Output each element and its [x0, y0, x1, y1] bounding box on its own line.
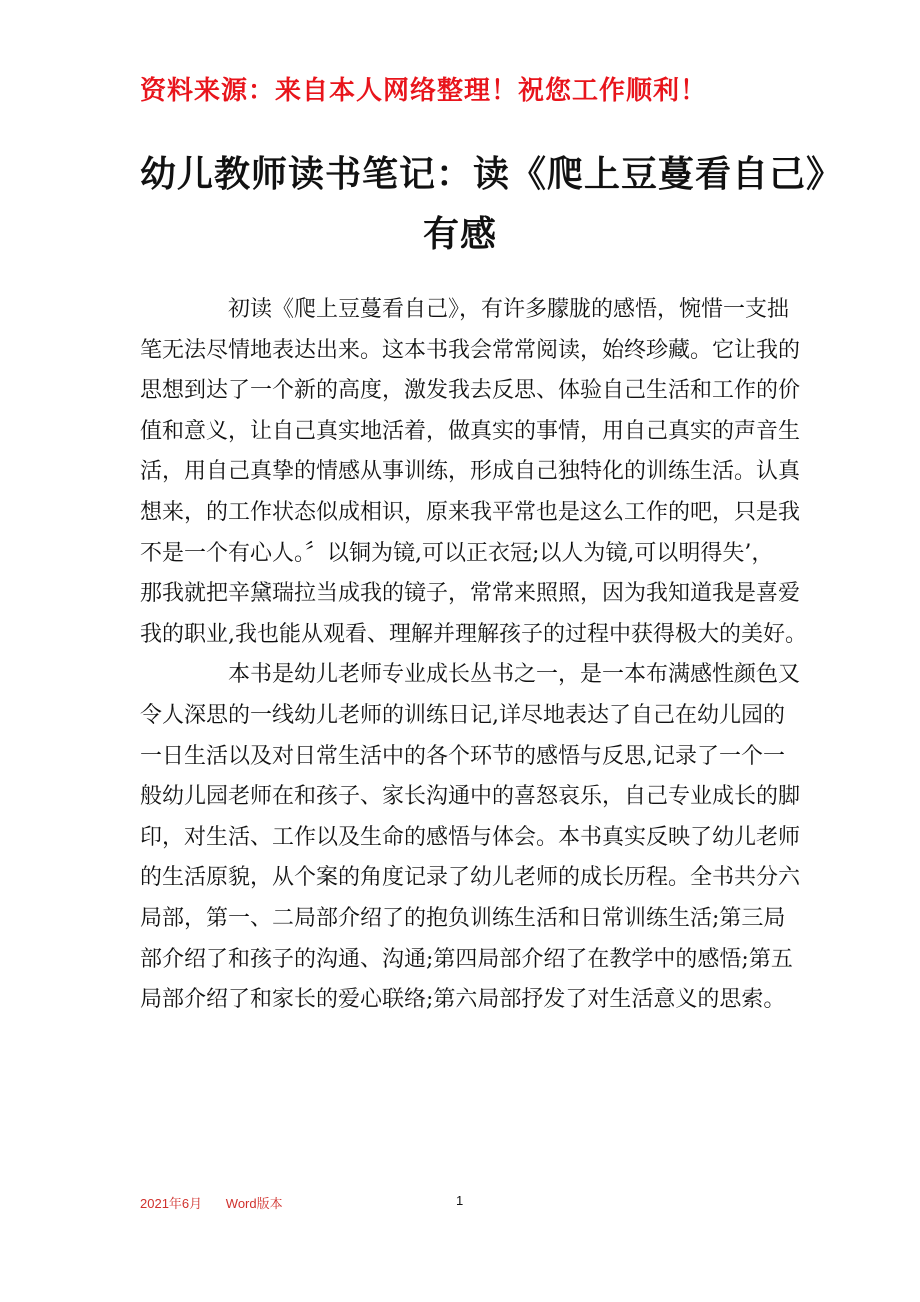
page-number: 1: [456, 1193, 464, 1208]
paragraph-line: 我的职业,我也能从观看、理解并理解孩子的过程中获得极大的美好。: [140, 621, 807, 647]
document-title: [140, 145, 844, 265]
paragraph: [140, 290, 807, 655]
paragraph-line: 印，对生活、工作以及生命的感悟与体会。本书真实反映了幼儿老师: [140, 824, 801, 850]
paragraph-line: 不是一个有心人。〞以铜为镜,可以正衣冠;以人为镜,可以明得失’，: [140, 540, 774, 566]
paragraph-line: 局部介绍了和家长的爱心联络;第六局部抒发了对生活意义的思索。: [140, 987, 786, 1013]
paragraph-line: 笔无法尽情地表达出来。这本书我会常常阅读，始终珍藏。它让我的: [140, 337, 801, 363]
paragraph: [140, 655, 801, 1020]
footer-version: Word版本: [225, 1196, 283, 1211]
paragraph-line: 活，用自己真挚的情感从事训练，形成自己独特化的训练生活。认真: [140, 459, 801, 485]
paragraph-line: 值和意义，让自己真实地活着，做真实的事情，用自己真实的声音生: [140, 418, 801, 444]
paragraph-line: 般幼儿园老师在和孩子、家长沟通中的喜怒哀乐，自己专业成长的脚: [140, 784, 801, 810]
footer-info: [140, 1193, 283, 1212]
paragraph-line: 的生活原貌，从个案的角度记录了幼儿老师的成长历程。全书共分六: [140, 865, 801, 891]
document-body: [140, 290, 807, 1021]
paragraph-line: 初读《爬上豆蔓看自己》，有许多朦胧的感悟，惋惜一支拙: [228, 297, 790, 322]
paragraph-line: 那我就把辛黛瑞拉当成我的镜子，常常来照照，因为我知道我是喜爱: [140, 581, 801, 607]
source-note: 资料来源：来自本人网络整理！祝您工作顺利！: [140, 76, 708, 106]
title-line: 幼儿教师读书笔记：读《爬上豆蔓看自己》: [140, 154, 844, 195]
paragraph-line: 本书是幼儿老师专业成长丛书之一，是一本布满感性颜色又: [228, 662, 801, 688]
paragraph-line: 思想到达了一个新的高度，激发我去反思、体验自己生活和工作的价: [140, 378, 801, 404]
paragraph-line: 令人深思的一线幼儿老师的训练日记,详尽地表达了自己在幼儿园的: [140, 702, 785, 728]
footer-date: 2021年6月: [140, 1196, 203, 1211]
title-line: 有感: [422, 214, 497, 255]
paragraph-line: 想来，的工作状态似成相识，原来我平常也是这么工作的吧，只是我: [140, 499, 801, 525]
paragraph-line: 一日生活以及对日常生活中的各个环节的感悟与反思,记录了一个一: [140, 743, 785, 769]
paragraph-line: 局部，第一、二局部介绍了的抱负训练生活和日常训练生活;第三局: [140, 905, 786, 931]
paragraph-line: 部介绍了和孩子的沟通、沟通;第四局部介绍了在教学中的感悟;第五: [140, 946, 793, 972]
